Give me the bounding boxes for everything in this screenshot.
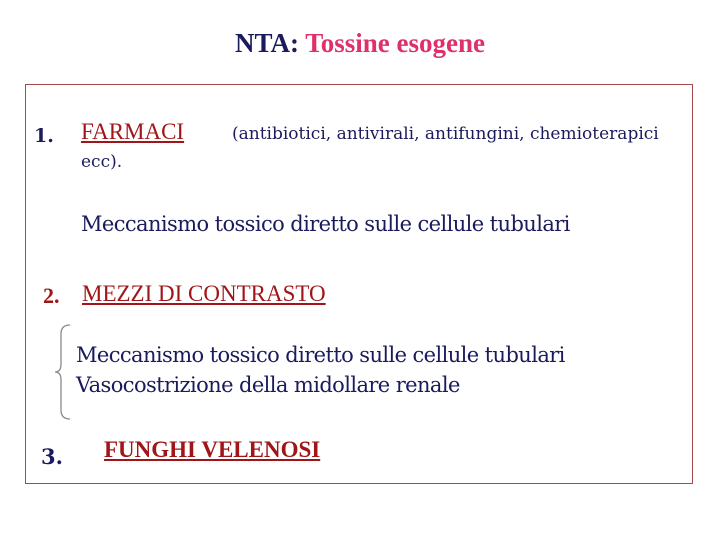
slide-title	[0, 28, 720, 59]
item-1-heading: FARMACI	[81, 119, 185, 144]
item-1-number: 1.	[34, 125, 54, 147]
item-2-heading: MEZZI DI CONTRASTO	[82, 281, 326, 306]
item-1-mechanism: Meccanismo tossico diretto sulle cellule tubulari	[81, 212, 570, 236]
title-main: Tossine esogene	[305, 28, 486, 58]
item-1-examples: (antibiotici, antivirali, antifungini, chemioterapici	[232, 124, 659, 144]
item-2-number: 2.	[43, 283, 60, 308]
item-1-examples-continued: ecc).	[81, 152, 123, 172]
item-3-number: 3.	[41, 444, 63, 469]
item-2-mechanism-1: Meccanismo tossico diretto sulle cellule tubulari	[76, 343, 565, 367]
title-prefix: NTA:	[234, 28, 299, 58]
item-2-mechanism-2: Vasocostrizione della midollare renale	[76, 373, 460, 397]
brace-icon	[54, 324, 72, 420]
item-3-heading: FUNGHI VELENOSI	[104, 437, 321, 462]
